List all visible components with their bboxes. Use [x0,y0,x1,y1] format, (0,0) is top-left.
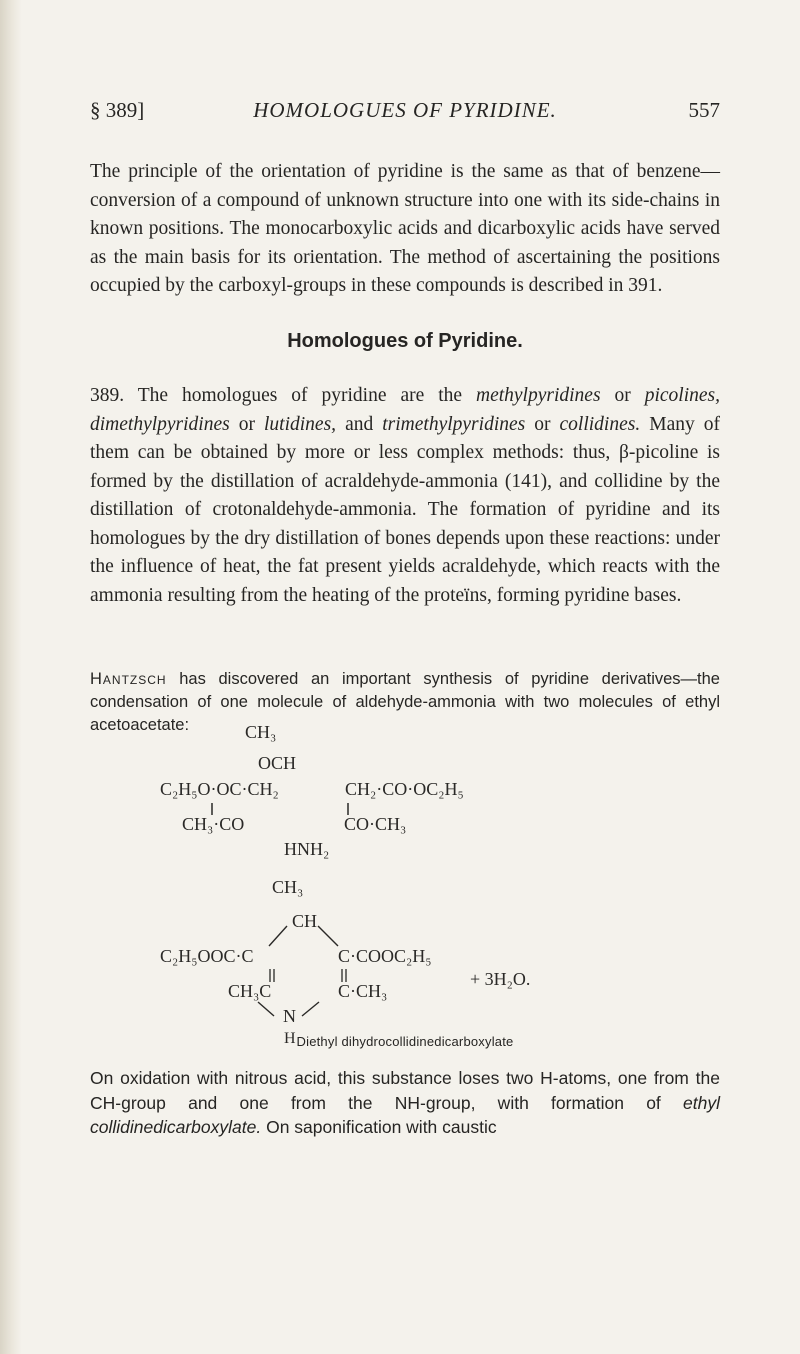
term-methylpyridines: methylpyridines [475,385,601,406]
formula-product-n: N [283,1006,296,1026]
formula-left-acetyl: CH₃·CO [182,814,245,834]
term-collidines: collidines. [559,413,641,435]
formula-hnh2: HNH₂ [284,839,330,859]
section-reference: § 389] [90,98,145,122]
running-header [90,98,720,128]
bond-lower-right [302,1002,319,1016]
bond-lower-left [258,1002,274,1016]
formula-left-ester: C₂H₅O·OC·CH₂ [160,779,279,799]
term-trimethylpyridines: trimethylpyridines [382,413,526,435]
formula-water: + 3H₂O. [470,969,531,989]
formula-product-h: H [284,1030,296,1047]
closing-rest: On saponification with caustic [261,1117,497,1137]
hantzsch-paragraph [90,668,720,737]
formula-product-ch3: CH₃ [272,877,304,897]
formula-ch3-top: CH₃ [245,722,277,742]
formula-right-acetyl: CO·CH₃ [344,814,407,834]
bond-upper-left [269,926,287,946]
intro-paragraph: The principle of the orientation of pyridine is the same as that of benzene—conversion of a compound of unknown structure into one with its side-chains in known positions. The monocarboxylic acids and dicarboxylic acids have served as the main basis for its orientation. The method of ascertaining the positions occupied by the carboxyl-groups in these compounds is described in 391. [90,161,720,296]
author-name: Hantzsch [90,670,167,688]
closing-paragraph [90,1066,720,1140]
section-heading: Homologues of Pyridine. [287,330,523,352]
formula-product-ch: CH [292,911,318,931]
paragraph-389-lead: 389. The homologues of pyridine are the [90,385,476,406]
running-title: HOMOLOGUES OF PYRIDINE. [253,98,557,122]
term-lutidines: lutidines, [264,413,337,435]
figure-caption: Diethyl dihydrocollidinedicarboxylate [296,1034,514,1049]
closing-text: On oxidation with nitrous acid, this substance loses two H-atoms, one from the CH-group and one from the NH-group, with formation of [90,1068,720,1113]
formula-product-left-c: C₂H₅OOC·C [160,946,254,966]
formula-right-ester: CH₂·CO·OC₂H₅ [345,779,464,799]
term-ethyl-collidinedicarboxylate: ethyl collidinedicarboxylate. [90,1092,720,1137]
product-formula [160,877,530,1047]
formula-och: OCH [258,753,297,773]
formula-product-right-c: C·COOC₂H₅ [338,946,432,966]
page-binding-edge [0,0,22,1354]
formula-product-right-methyl: C·CH₃ [338,981,388,1001]
paragraph-389-body: Many of them can be obtained by more or less complex methods: thus, β-picoline is formed by the distillation of acraldehyde-ammonia (141), and collidine by the distillation of crotonaldehyde-ammonia. The formation of pyridine and its homologues by the dry distillation of bones depends upon these reactions: under the influence of heat, the fat present yields acraldehyde, which reacts with the ammonia resulting from the heating of the proteïns, forming pyridine bases. [90,413,720,606]
page-number: 557 [688,98,720,122]
bond-upper-right [318,926,338,946]
reactants-formula [160,722,464,859]
paragraph-389: 389. The homologues of pyridine are the methylpyridines or picolines, dimethylpyridines or lutidines, and trimethylpyridines or collidines. Many of them can be obtained by more or less complex methods: thus, β-picoline is formed by the distillation of acraldehyde-ammonia (141), and collidine by the distillation of crotonaldehyde-ammonia. The formation of pyridine and its homologues by the dry distillation of bones depends upon these reactions: under the influence of heat, the fat present yields acraldehyde, which reacts with the ammonia resulting from the heating of the proteïns, forming pyridine bases. [90,385,720,606]
formula-product-left-methyl: CH₃C [228,981,272,1001]
term-picolines: picolines, dimethylpyridines [90,385,720,435]
hantzsch-text: has discovered an important synthesis of pyridine derivatives—the condensation of one molecule of aldehyde-ammonia with two molecules of ethyl acetoacetate: [90,670,720,734]
